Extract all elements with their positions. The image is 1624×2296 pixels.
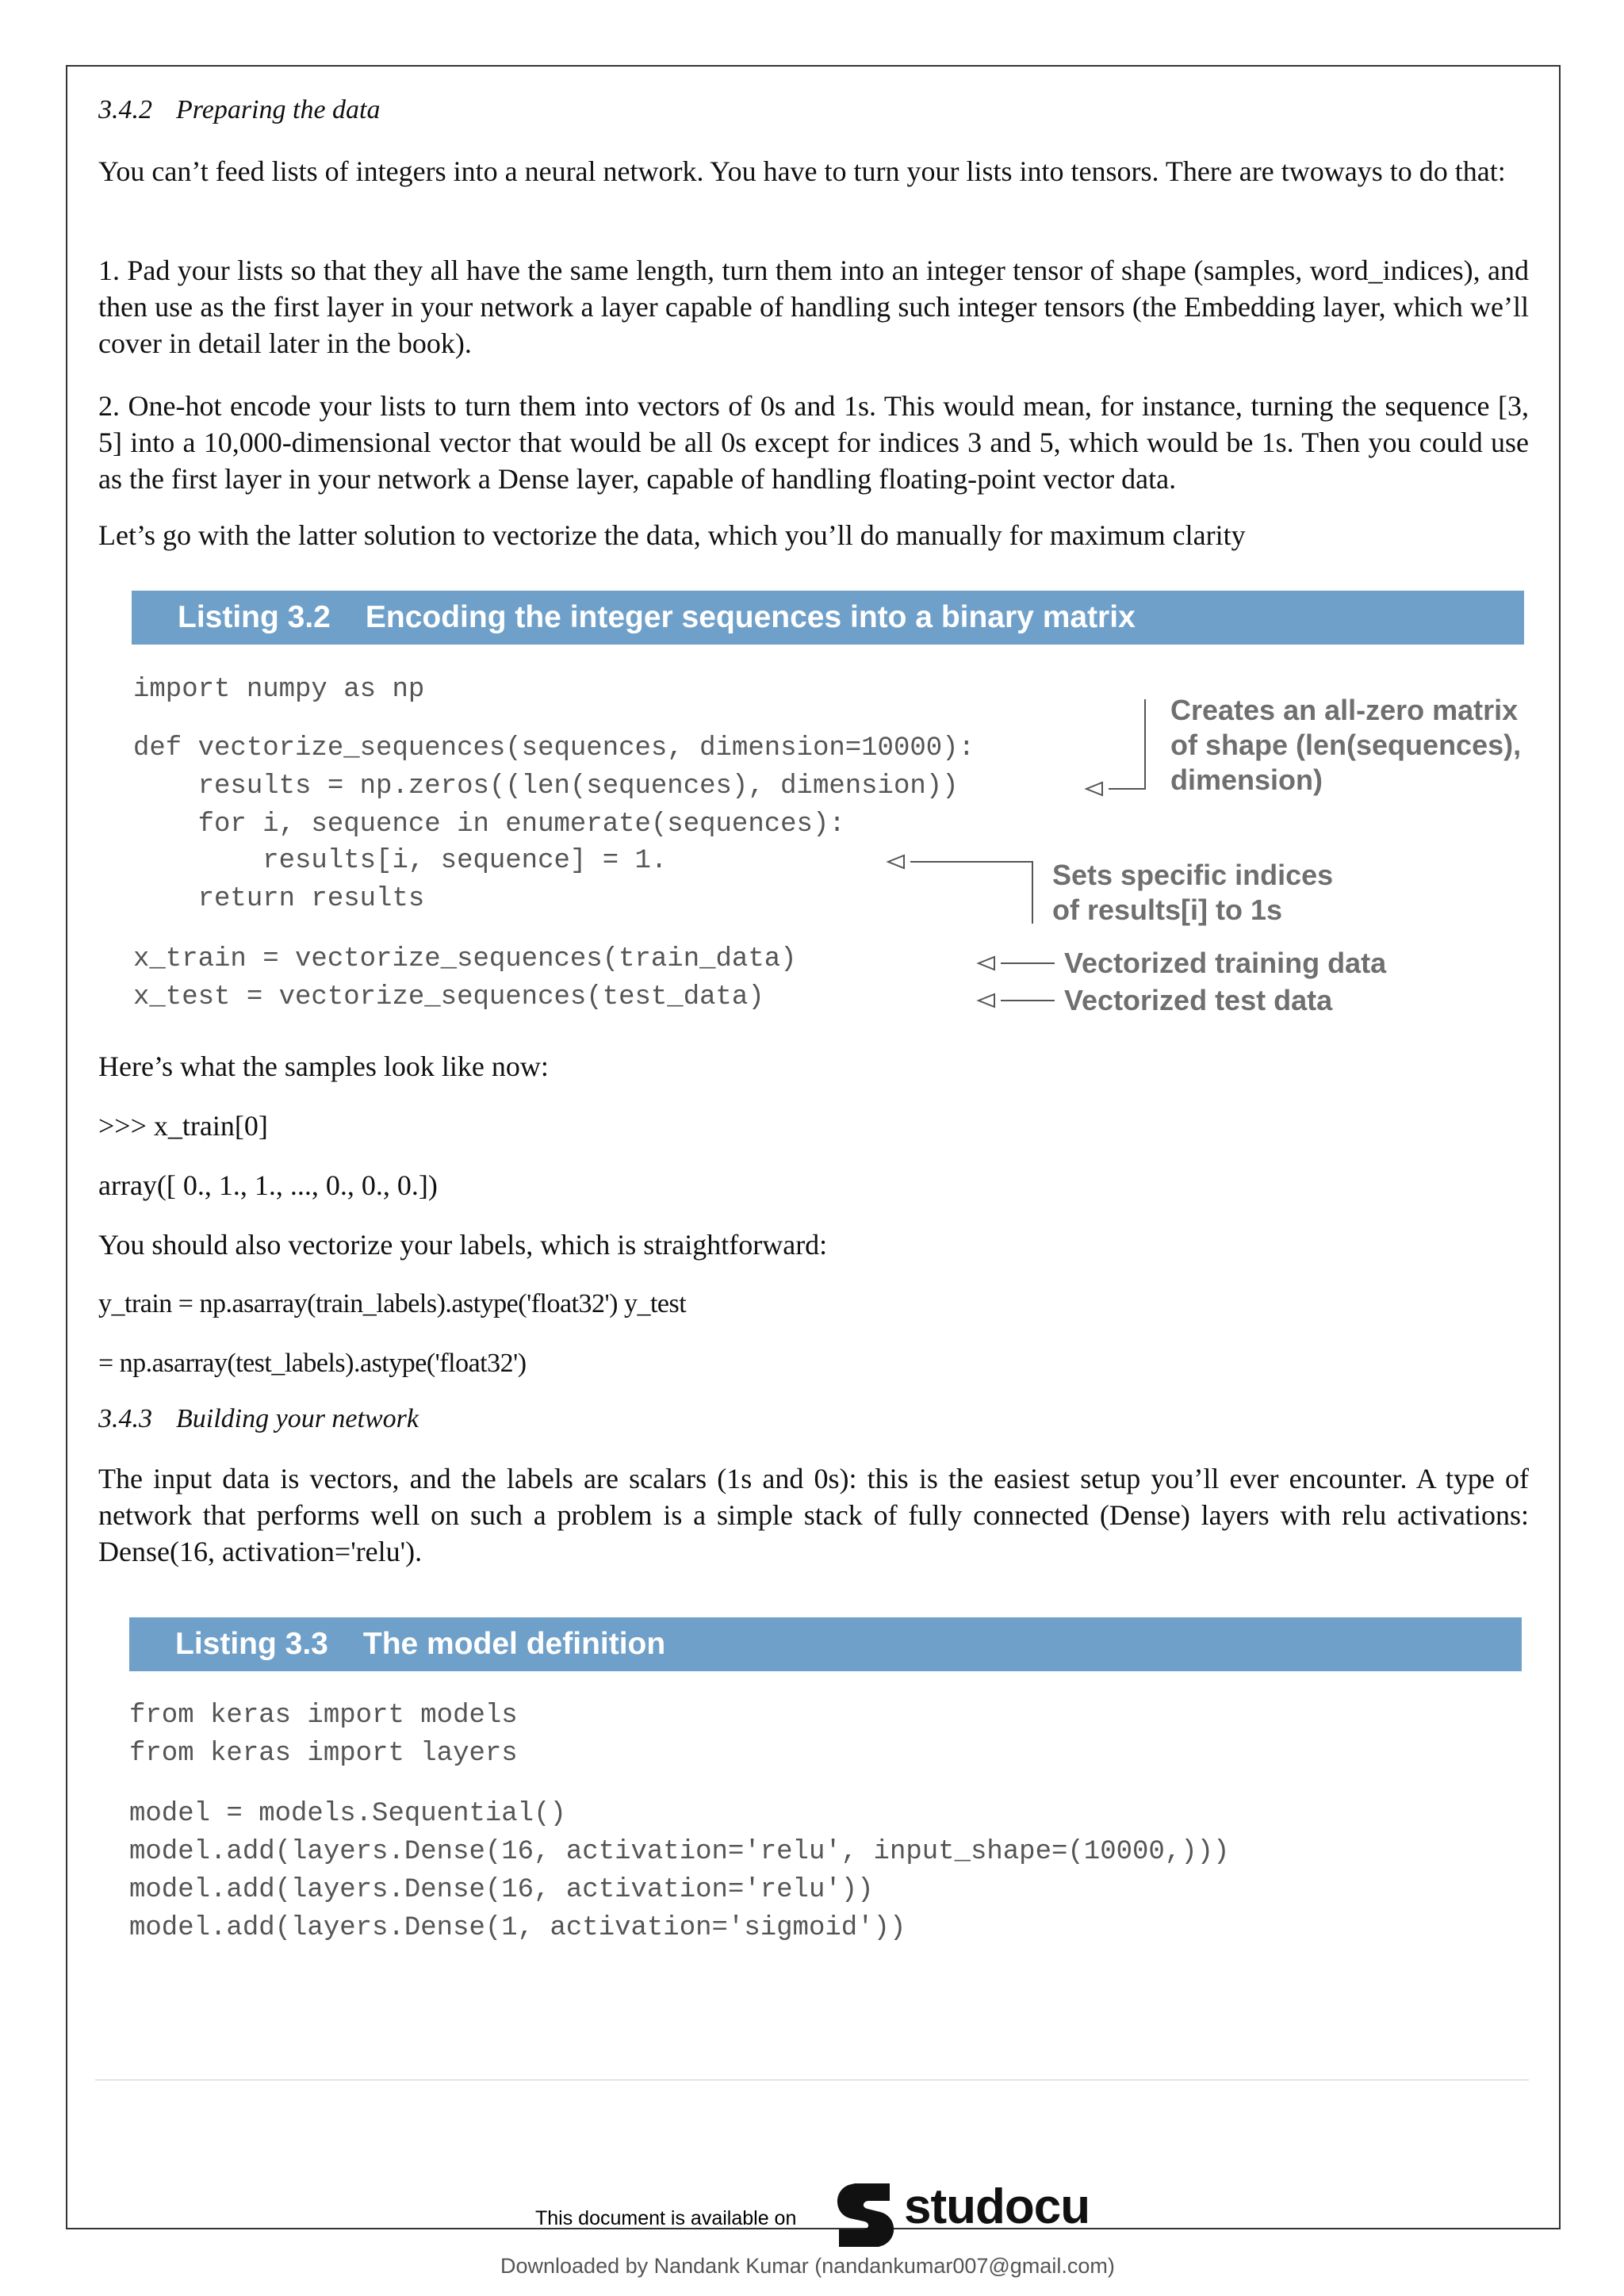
code-line: from keras import models (129, 1701, 518, 1731)
listing-number: Listing 3.2 (178, 600, 331, 634)
ytest-line: = np.asarray(test_labels).astype('float32') (98, 1349, 527, 1378)
prompt-line: >>> x_train[0] (98, 1110, 268, 1142)
ytrain-line: y_train = np.asarray(train_labels).astype('float32') y_test (98, 1289, 687, 1318)
section-number: 3.4.2 (98, 95, 152, 124)
samples-intro: Here’s what the samples look like now: (98, 1050, 549, 1082)
array-line: array([ 0., 1., 1., ..., 0., 0., 0.]) (98, 1169, 438, 1201)
arrow-head (979, 994, 994, 1007)
arrow-head (1086, 783, 1102, 795)
arrow-head (888, 855, 904, 868)
code-line: for i, sequence in enumerate(sequences): (133, 809, 845, 840)
listing-3-3-banner (129, 1617, 1522, 1671)
annotation-line: Creates an all-zero matrix (1170, 694, 1519, 726)
section-title: Preparing the data (176, 95, 381, 124)
list-item-2: 2. One-hot encode your lists to turn them into vectors of 0s and 1s. This would mean, for instance, turning the sequence [3, 5] into a 10,000-dimensional vector that would be all 0s except for indices 3 and 5, which would be 1s. Then you could use as the first layer in your network a Dense layer, capable of handling floating-point vector data. (98, 390, 1529, 495)
intro-paragraph: You can’t feed lists of integers into a neural network. You have to turn your lists into tensors. There are twoways to do that: (98, 155, 1506, 187)
annotation-line: Sets specific indices (1052, 859, 1334, 891)
section-heading-3-4-3 (98, 1404, 419, 1434)
annotation-line: of shape (len(sequences), (1170, 729, 1522, 761)
code-line: return results (133, 884, 425, 914)
arrow-line (910, 862, 1032, 924)
section-number: 3.4.3 (98, 1404, 152, 1433)
listing-number: Listing 3.3 (175, 1627, 328, 1661)
arrow-line (1109, 699, 1145, 789)
listing-title: Encoding the integer sequences into a binary matrix (365, 600, 1136, 634)
available-on-text: This document is available on (535, 2207, 797, 2229)
labels-intro: You should also vectorize your labels, which is straightforward: (98, 1229, 828, 1261)
code-line: model = models.Sequential() (129, 1799, 566, 1829)
code-line: results[i, sequence] = 1. (133, 846, 668, 876)
annotation-training-data: Vectorized training data (1064, 947, 1387, 979)
annotation-line: dimension) (1170, 763, 1323, 796)
annotation-set-indices (1052, 858, 1333, 928)
code-line: model.add(layers.Dense(16, activation='relu')) (129, 1875, 874, 1905)
annotation-test-data: Vectorized test data (1064, 984, 1333, 1016)
code-line: model.add(layers.Dense(16, activation='relu', input_shape=(10000,))) (129, 1837, 1230, 1867)
downloaded-by-text: Downloaded by Nandank Kumar (nandankumar007@gmail.com) (500, 2254, 1115, 2278)
list-item-1: 1. Pad your lists so that they all have the same length, turn them into an integer tensor of shape (samples, word_indices), and then use as the first layer in your network a layer capable of handling such integer tensors (the Embedding layer, which we’ll cover in detail later in the book). (98, 254, 1529, 359)
studocu-brand: studocu (904, 2179, 1090, 2234)
code-line: from keras import layers (129, 1739, 518, 1769)
arrow-head (979, 957, 994, 970)
code-line: x_train = vectorize_sequences(train_data) (133, 944, 797, 974)
latter-paragraph: Let’s go with the latter solution to vectorize the data, which you’ll do manually for maximum clarity (98, 519, 1246, 551)
listing-title: The model definition (362, 1627, 666, 1661)
studocu-logo-icon (833, 2182, 898, 2248)
code-line: results = np.zeros((len(sequences), dimension)) (133, 771, 959, 802)
code-line: x_test = vectorize_sequences(test_data) (133, 982, 764, 1012)
code-line: model.add(layers.Dense(1, activation='sigmoid')) (129, 1913, 906, 1943)
annotation-zero-matrix (1170, 693, 1521, 798)
section-title: Building your network (176, 1404, 419, 1433)
code-line: def vectorize_sequences(sequences, dimension=10000): (133, 733, 975, 763)
network-paragraph: The input data is vectors, and the labels are scalars (1s and 0s): this is the easiest setup you’ll ever encounter. A type of network that performs well on such a problem is a simple stack of fully connected (Dense) layers with relu activations: Dense(16, activation='relu'). (98, 1463, 1529, 1567)
annotation-line: of results[i] to 1s (1052, 894, 1283, 926)
code-line: import numpy as np (133, 675, 425, 705)
